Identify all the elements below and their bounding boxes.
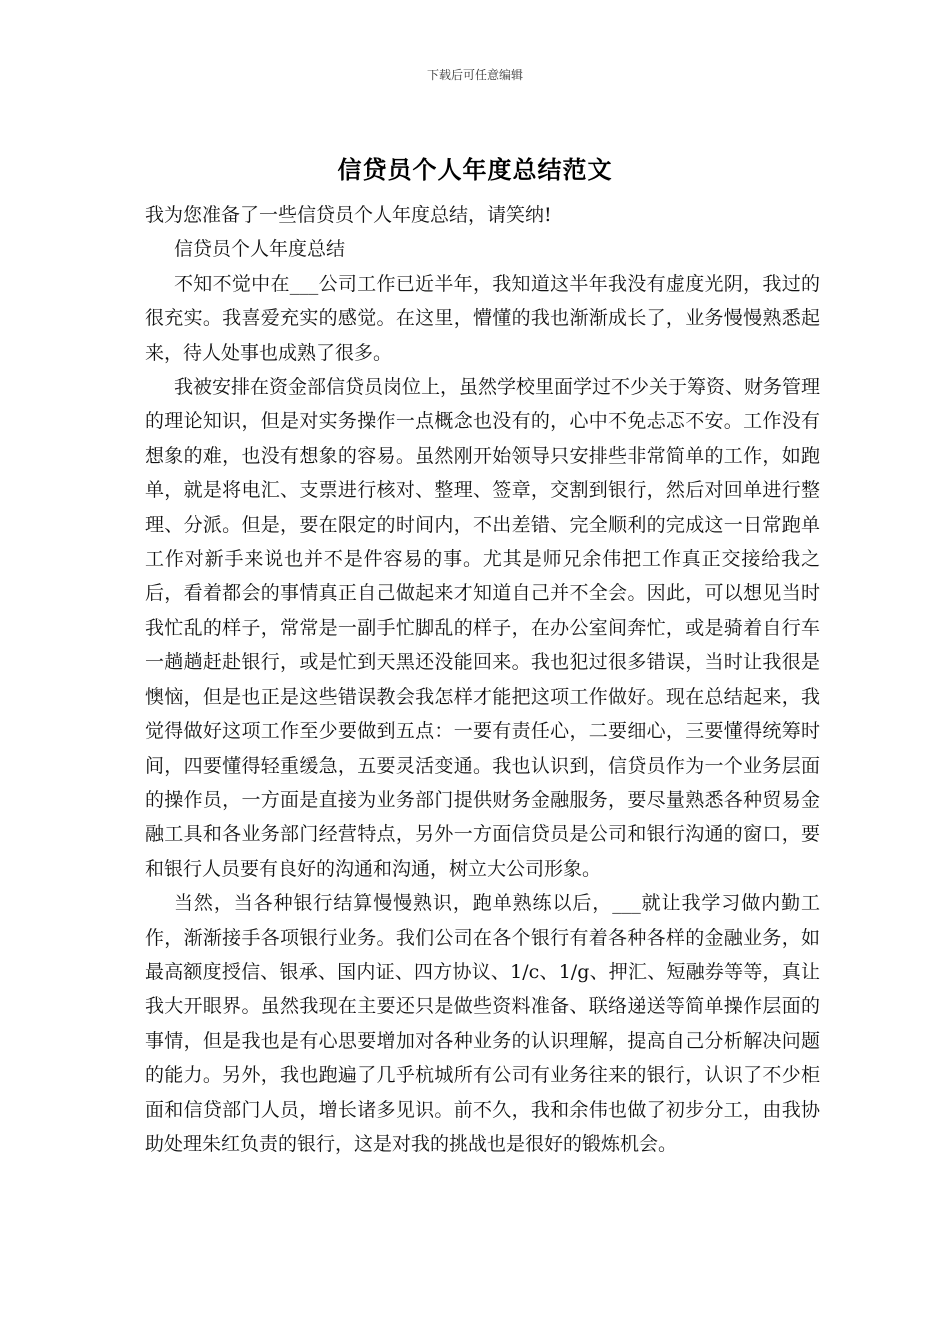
paragraph: 我被安排在资金部信贷员岗位上，虽然学校里面学过不少关于筹资、财务管理的理论知识，但是对实务操作一点概念也没有的，心中不免忐忑不安。工作没有想象的难，也没有想象的容易。虽然刚开始领导只安排些非常简单的工作，如跑单，就是将电汇、支票进行核对、整理、签章，交割到银行，然后对回单进行整理、分派。但是，要在限定的时间内，不出差错、完全顺利的完成这一日常跑单工作对新手来说也并不是件容易的事。尤其是师兄余伟把工作真正交接给我之后，看着都会的事情真正自己做起来才知道自己并不全会。因此，可以想见当时我忙乱的样子，常常是一副手忙脚乱的样子，在办公室间奔忙，或是骑着自行车一趟趟赶赴银行，或是忙到天黑还没能回来。我也犯过很多错误，当时让我很是懊恼，但是也正是这些错误教会我怎样才能把这项工作做好。现在总结起来，我觉得做好这项工作至少要做到五点：一要有责任心，二要细心，三要懂得统筹时间，四要懂得轻重缓急，五要灵活变通。我也认识到，信贷员作为一个业务层面的操作员，一方面是直接为业务部门提供财务金融服务，要尽量熟悉各种贸易金融工具和各业务部门经营特点，另外一方面信贷员是公司和银行沟通的窗口，要和银行人员要有良好的沟通和沟通，树立大公司形象。: [145, 376, 821, 880]
document-title: 信贷员个人年度总结范文: [337, 155, 613, 184]
document-body: [145, 198, 820, 1161]
page-header-note: 下载后可任意编辑: [426, 68, 523, 82]
subheading: 信贷员个人年度总结: [174, 238, 346, 261]
paragraph: 不知不觉中在___公司工作已近半年，我知道这半年我没有虚度光阴，我过的很充实。我喜爱充实的感觉。在这里，懵懂的我也渐渐成长了，业务慢慢熟悉起来，待人处事也成熟了很多。: [145, 272, 820, 364]
intro-line: 我为您准备了一些信贷员个人年度总结，请笑纳!: [145, 204, 552, 226]
paragraph: 当然，当各种银行结算慢慢熟识，跑单熟练以后，___就让我学习做内勤工作，渐渐接手各项银行业务。我们公司在各个银行有着各种各样的金融业务，如最高额度授信、银承、国内证、四方协议、1/c、1/g、押汇、短融券等等，真让我大开眼界。虽然我现在主要还只是做些资料准备、联络递送等简单操作层面的事情，但是我也是有心思要增加对各种业务的认识理解，提高自己分析解决问题的能力。另外，我也跑遍了几乎杭城所有公司有业务往来的银行，认识了不少柜面和信贷部门人员，增长诸多见识。前不久，我和余伟也做了初步分工，由我协助处理朱红负责的银行，这是对我的挑战也是很好的锻炼机会。: [145, 892, 820, 1155]
